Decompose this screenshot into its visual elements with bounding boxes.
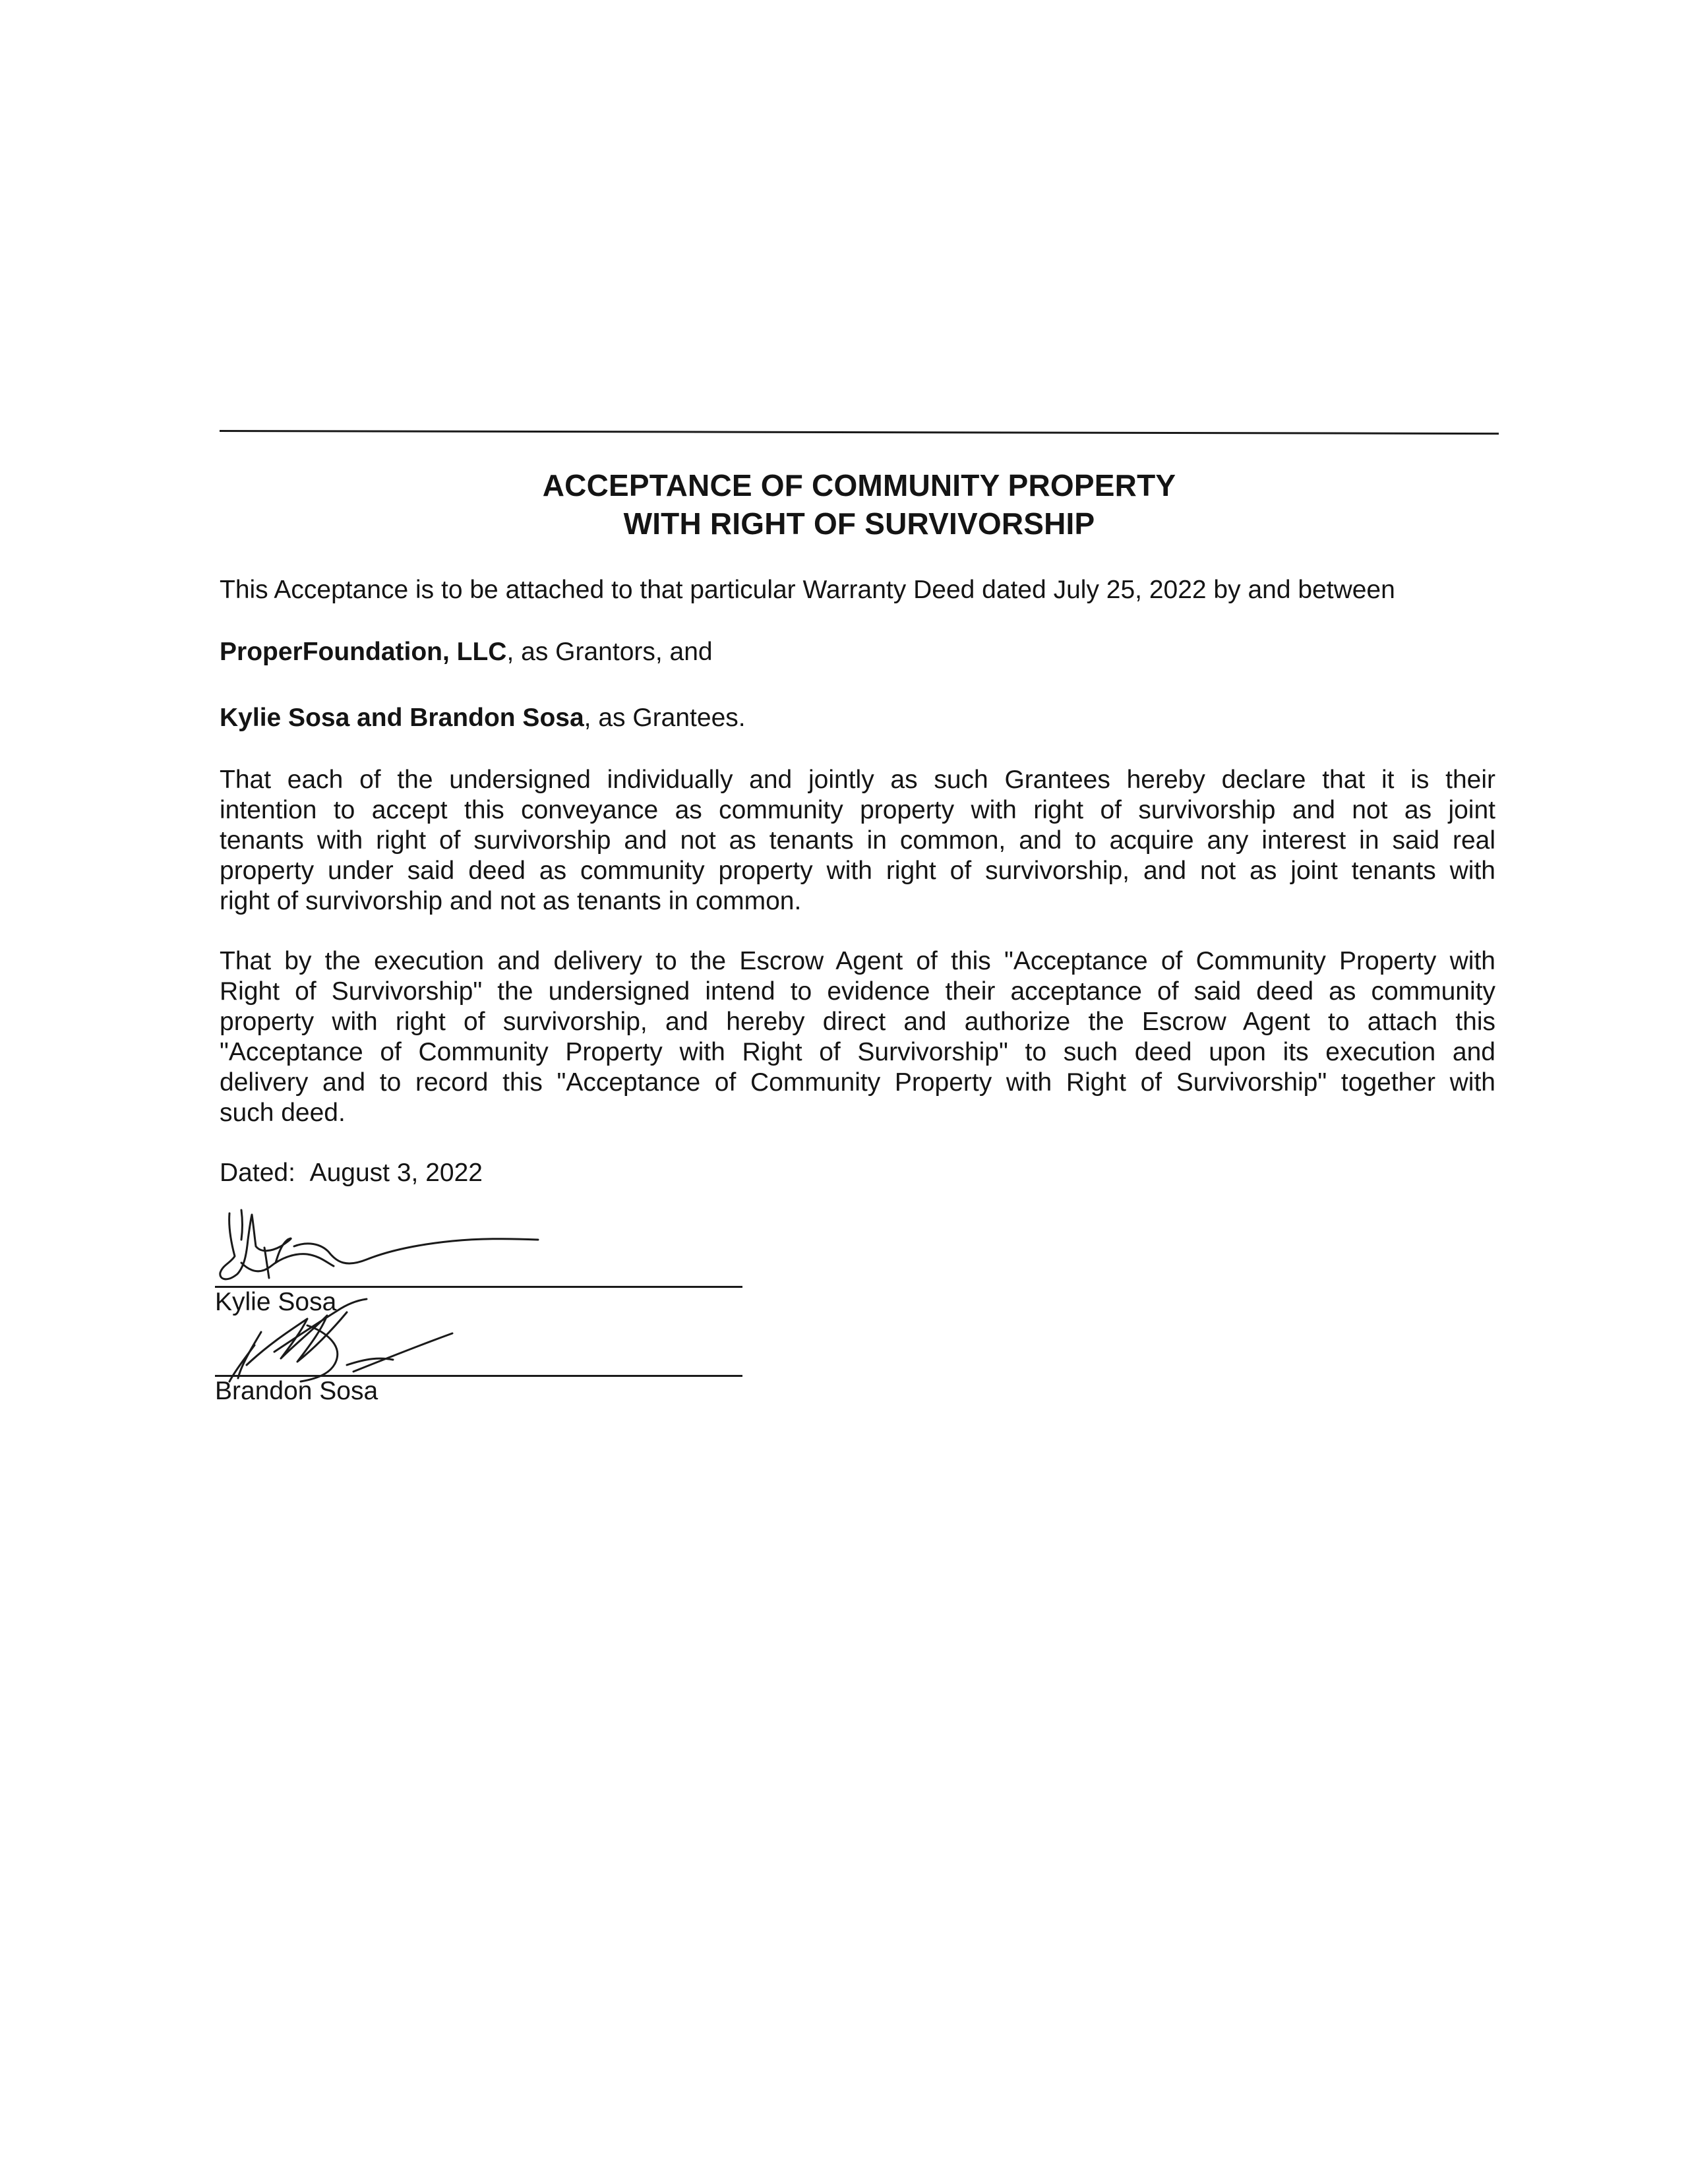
- signature-kylie-sosa: [215, 1200, 558, 1299]
- declaration-line: right of survivorship and not as tenants in common.: [220, 887, 802, 915]
- grantee-paragraph: [220, 703, 1495, 733]
- intro-paragraph: This Acceptance is to be attached to that particular Warranty Deed dated July 25, 2022 by and between: [220, 576, 1395, 604]
- grantor-suffix: , as Grantors, and: [506, 638, 713, 666]
- grantee-names: Kylie Sosa and Brandon Sosa: [220, 704, 584, 732]
- grantor-name: ProperFoundation, LLC: [220, 638, 507, 666]
- execution-line: That by the execution and delivery to the Escrow Agent of this "Acceptance of Community Property with: [220, 947, 1495, 975]
- execution-line: delivery and to record this "Acceptance of Community Property with Right of Survivorship" together with: [220, 1068, 1495, 1097]
- declaration-line: That each of the undersigned individually and jointly as such Grantees hereby declare that it is their: [220, 766, 1495, 794]
- signer-name-brandon: Brandon Sosa: [215, 1377, 378, 1405]
- dated-label: Dated:: [220, 1159, 295, 1187]
- execution-line: "Acceptance of Community Property with Right of Survivorship" to such deed upon its execution and: [220, 1038, 1495, 1066]
- declaration-line: tenants with right of survivorship and not as tenants in common, and to acquire any interest in said real: [220, 826, 1495, 855]
- declaration-line: property under said deed as community property with right of survivorship, and not as joint tenants with: [220, 857, 1495, 885]
- document-title-line2: WITH RIGHT OF SURVIVORSHIP: [623, 506, 1095, 541]
- declaration-paragraph: [220, 765, 1495, 917]
- document-title-line1: ACCEPTANCE OF COMMUNITY PROPERTY: [542, 468, 1176, 502]
- grantor-paragraph: [220, 637, 1495, 667]
- declaration-line: intention to accept this conveyance as community property with right of survivorship and not as joint: [220, 796, 1495, 824]
- top-divider: [220, 430, 1499, 435]
- dated-value: August 3, 2022: [309, 1159, 483, 1187]
- execution-line: Right of Survivorship" the undersigned intend to evidence their acceptance of said deed as community: [220, 977, 1495, 1006]
- execution-line: such deed.: [220, 1099, 346, 1127]
- grantee-suffix: , as Grantees.: [584, 704, 746, 732]
- dated-line: [220, 1158, 1495, 1188]
- signer-name-kylie: Kylie Sosa: [215, 1288, 337, 1316]
- execution-paragraph: [220, 946, 1495, 1128]
- signature-block-brandon: [215, 1286, 742, 1418]
- execution-line: property with right of survivorship, and hereby direct and authorize the Escrow Agent to attach this: [220, 1008, 1495, 1036]
